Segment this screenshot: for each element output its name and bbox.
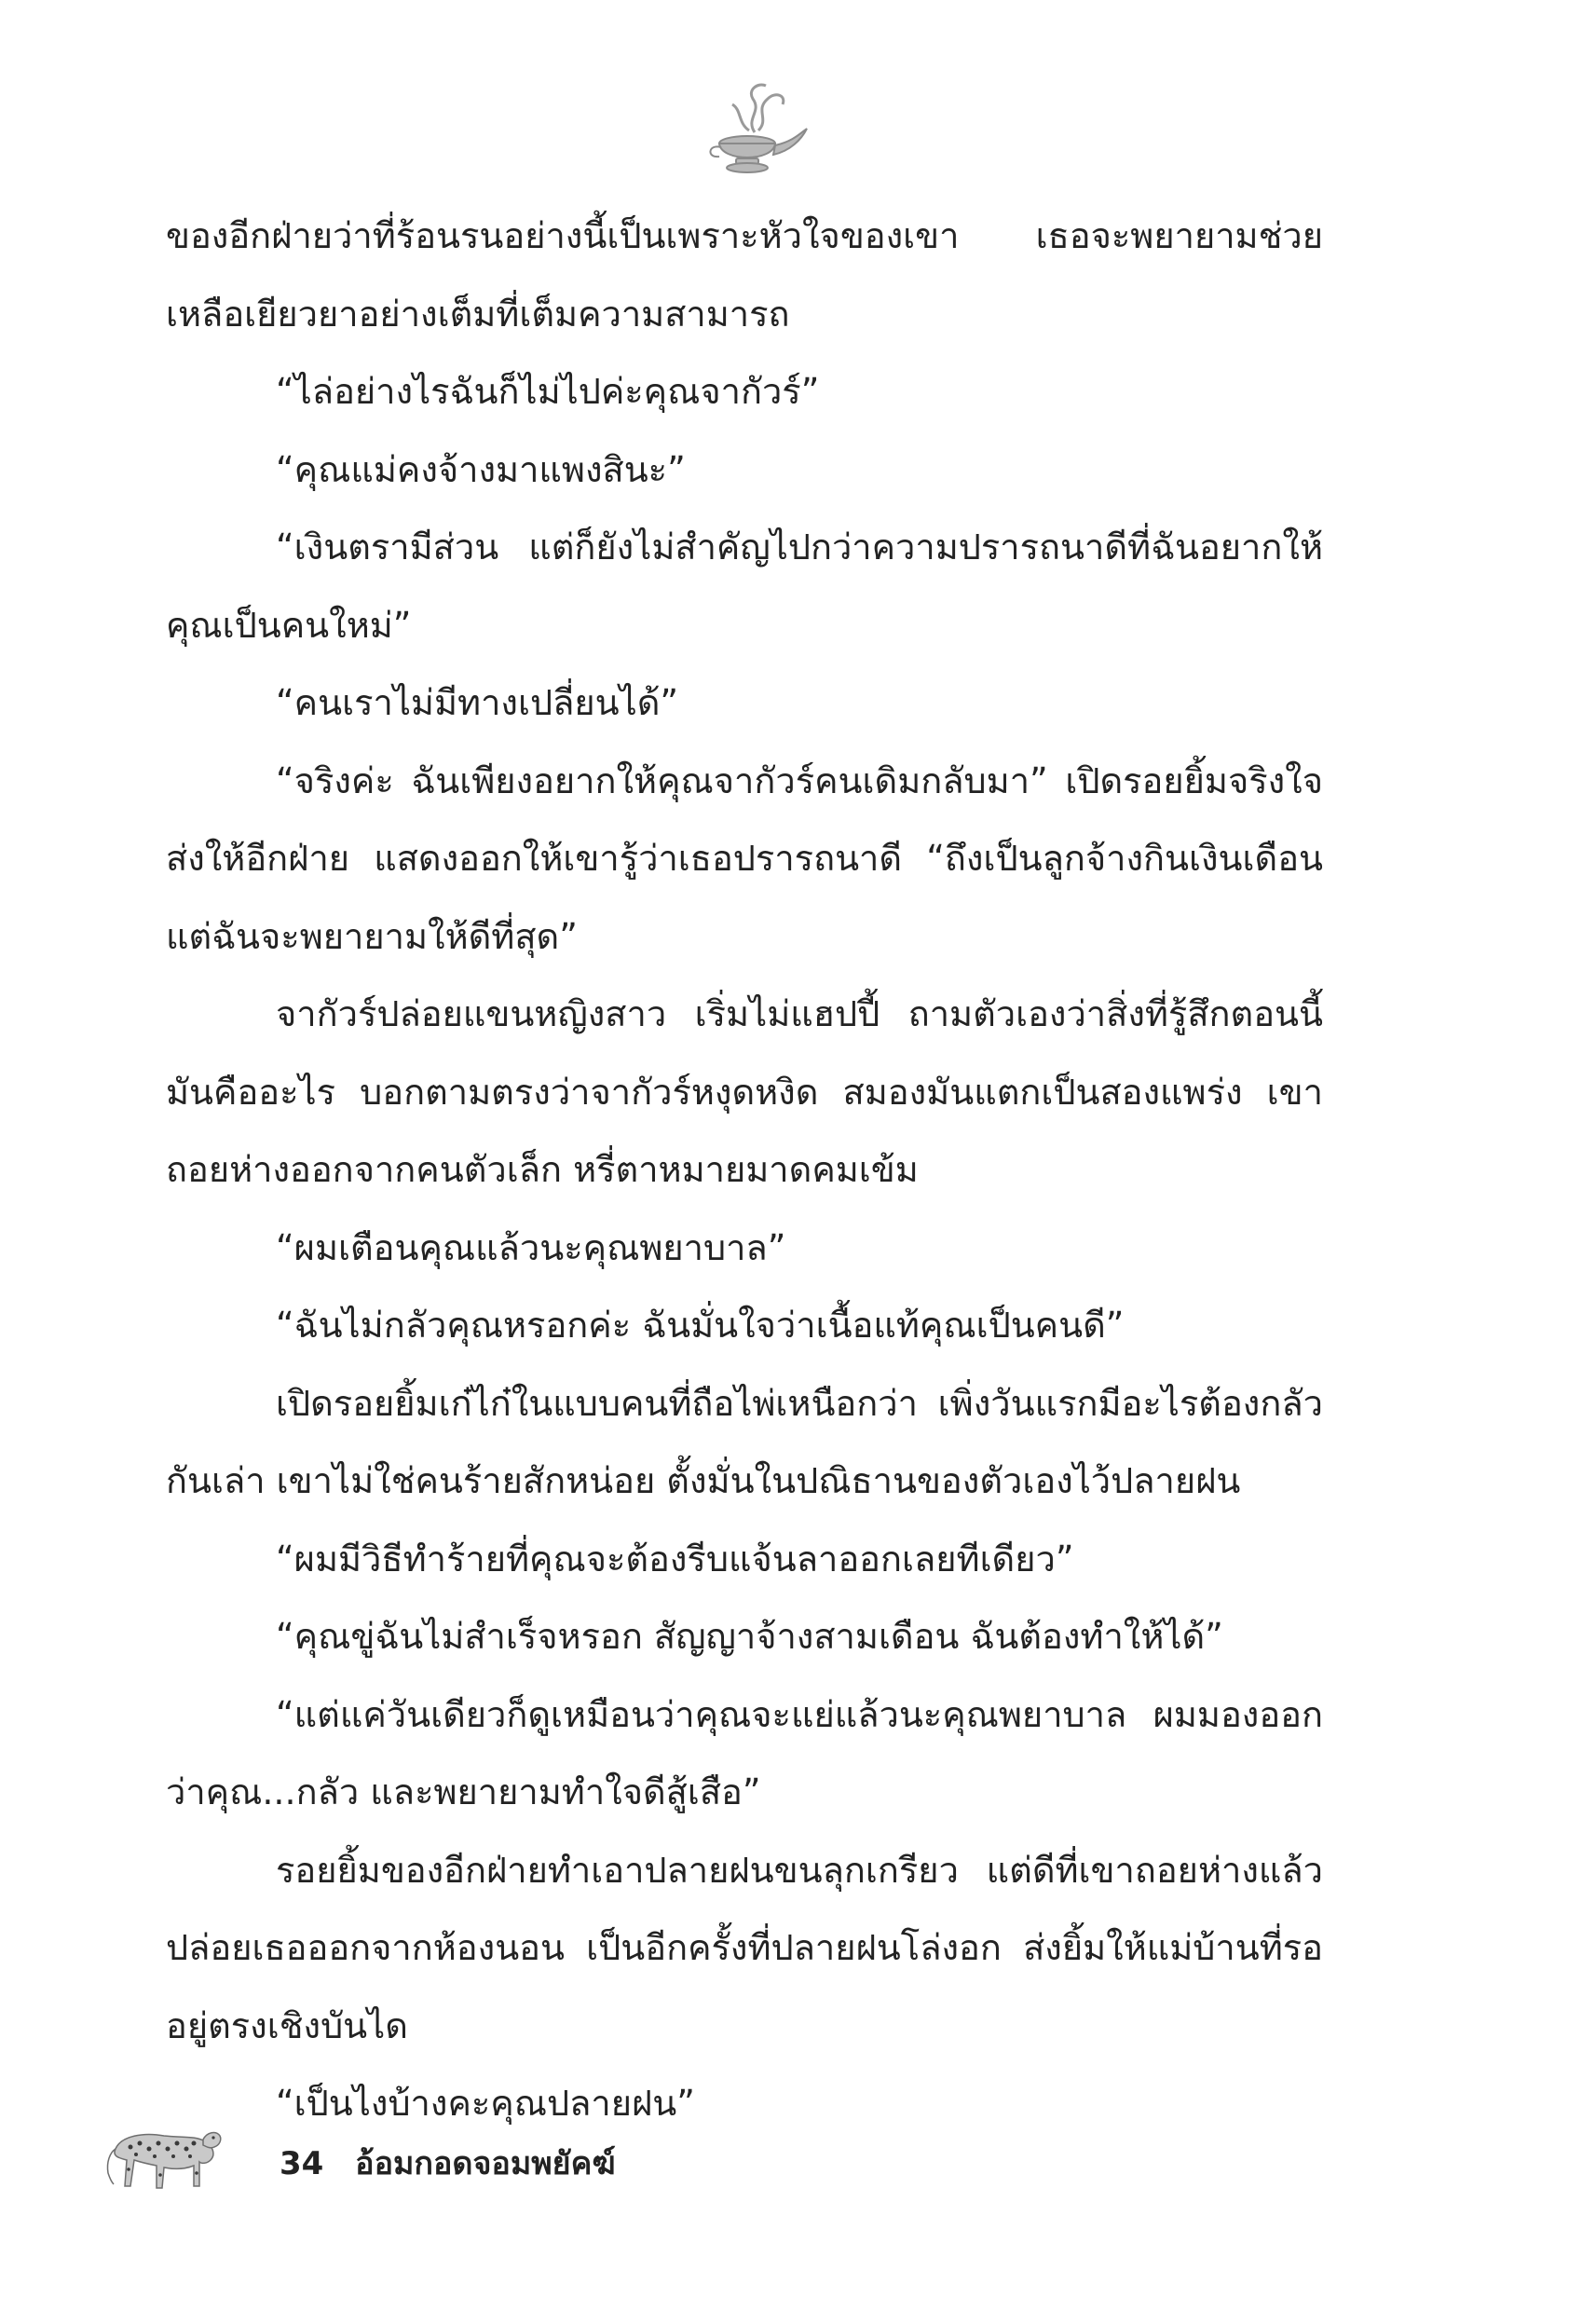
paragraph: “คุณแม่คงจ้างมาแพงสินะ” [276,448,686,490]
paragraph: “จริงค่ะ ฉันเพียงอยากให้คุณจากัวร์คนเดิมกลับมา” เปิดรอยยิ้มจริงใจส่งให้อีกฝ่าย แสดงออกให้เขารู้ว่าเธอปรารถนาดี “ถึงเป็นลูกจ้างกินเงินเดือน แต่ฉันจะพยายามให้ดีที่สุด” [166,759,1323,957]
paragraph: “คนเราไม่มีทางเปลี่ยนได้” [276,682,679,723]
leopard-icon [102,2108,224,2201]
footer-text [280,2138,616,2188]
paragraph: “ผมมีวิธีทำร้ายที่คุณจะต้องรีบแจ้นลาออกเลยทีเดียว” [276,1538,1074,1579]
book-title: อ้อมกอดจอมพยัคฆ์ [355,2145,616,2182]
paragraph: “คุณขู่ฉันไม่สำเร็จหรอก สัญญาจ้างสามเดือน ฉันต้องทำให้ได้” [276,1616,1223,1657]
paragraph: “เป็นไงบ้างคะคุณปลายฝน” [276,2083,695,2124]
page-number: 34 [280,2145,324,2182]
magic-lamp-ornament-icon [689,76,820,179]
paragraph: เปิดรอยยิ้มเก๋ไก๋ในแบบคนที่ถือไพ่เหนือกว่า เพิ่งวันแรกมีอะไรต้องกลัวกันเล่า เขาไม่ใช่คนร้ายสักหน่อย ตั้งมั่นในปณิธานของตัวเองไว้ปลายฝน [166,1382,1323,1501]
paragraph: “ผมเตือนคุณแล้วนะคุณพยาบาล” [276,1226,786,1268]
paragraph: “ไล่อย่างไรฉันก็ไม่ไปค่ะคุณจากัวร์” [276,371,820,412]
paragraph: รอยยิ้มของอีกฝ่ายทำเอาปลายฝนขนลุกเกรียว แต่ดีที่เขาถอยห่างแล้วปล่อยเธอออกจากห้องนอน เป็นอีกครั้งที่ปลายฝนโล่งอก ส่งยิ้มให้แม่บ้านที่รออยู่ตรงเชิงบันได [166,1849,1323,2046]
paragraph: ของอีกฝ่ายว่าที่ร้อนรนอย่างนี้เป็นเพราะหัวใจของเขา เธอจะพยายามช่วยเหลือเยียวยาอย่างเต็มที่เต็มความสามารถ [166,215,1323,335]
body-text [166,198,1323,2143]
paragraph: “เงินตรามีส่วน แต่ก็ยังไม่สำคัญไปกว่าความปรารถนาดีที่ฉันอยากให้คุณเป็นคนใหม่” [166,526,1323,646]
page-footer [102,2108,755,2229]
paragraph: จากัวร์ปล่อยแขนหญิงสาว เริ่มไม่แฮปปี้ ถามตัวเองว่าสิ่งที่รู้สึกตอนนี้มันคืออะไร บอกตามตรงว่าจากัวร์หงุดหงิด สมองมันแตกเป็นสองแพร่ง เขาถอยห่างออกจากคนตัวเล็ก หรี่ตาหมายมาดคมเข้ม [166,993,1323,1190]
paragraph: “แต่แค่วันเดียวก็ดูเหมือนว่าคุณจะแย่แล้วนะคุณพยาบาล ผมมองออกว่าคุณ...กลัว และพยายามทำใจดีสู้เสือ” [166,1693,1323,1812]
paragraph: “ฉันไม่กลัวคุณหรอกค่ะ ฉันมั่นใจว่าเนื้อแท้คุณเป็นคนดี” [276,1305,1125,1346]
